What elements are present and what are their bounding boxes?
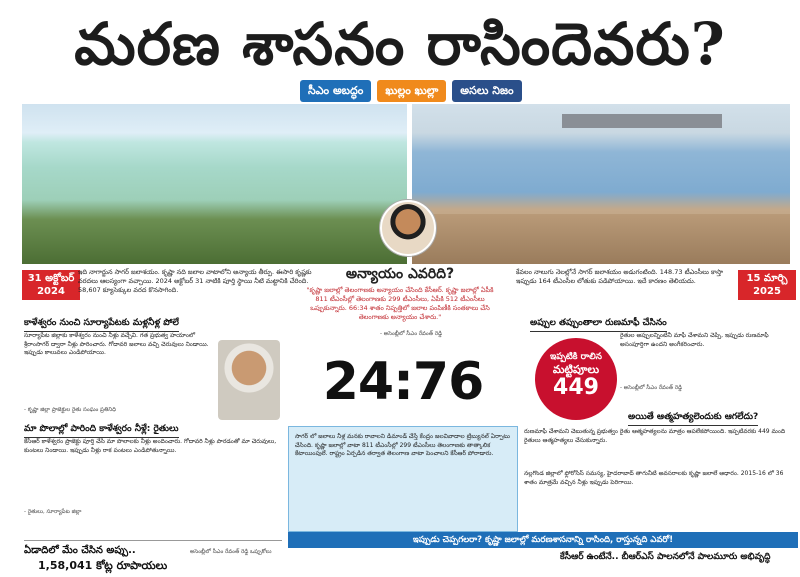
left-text-1: సూర్యాపేట జిల్లాకు కాళేశ్వరం నుంచి నీళ్లు వచ్చేవి. గత ప్రభుత్వ హయాంలో శ్రీరాంసాగర్ ద్వారా నీళ్లు పారించారు. గోదావరి జలాలు వచ్చి చెరువులు నిండాయి. ఇప్పుడు కాలువలు ఎండిపోయాయి. xyxy=(24,332,209,356)
right-credit-1: - అసెంబ్లీలో సీఎం రేవంత్ రెడ్డి xyxy=(620,385,683,391)
stat-label-2: మట్టిపూలు xyxy=(552,363,600,376)
left-photo-caption: ఇది నాగార్జున సాగర్ జలాశయం. కృష్ణా నది జలాల వాటాలోని అన్యాయ తీర్పు. ఈసారి కృష్ణకు వరదలు ఆలస్యంగా వచ్చాయి. 2024 అక్టోబర్ 31 నాటికి పూర్తి స్థాయి నీటి మట్టానికి చేరింది. 58,607 క్యూసెక్కుల వరద కొనసాగింది. xyxy=(78,268,312,294)
treaty-info-text: సాగర్ లో జలాలు నీళ్ల మనకు రావాలని డిమాండ్ చేస్తే కేంద్రం జలవివాదాల ట్రిబ్యునల్ ఏర్పాటు చేసింది. కృష్ణా జలాల్లో వాటా 811 టీఎంసీల్లో 299 టీఎంసీలు తెలంగాణకు తాత్కాలిక కేటాయింపులే. రాష్ట్రం ఏర్పడిన తర్వాత తెలంగాణ వాటా పెంచాలని కేసీఆర్ పోరాడారు. xyxy=(295,433,510,457)
tag-openly: ఖుల్లం ఖుల్లా xyxy=(377,80,446,102)
tag-real-truth: అసలు నిజం xyxy=(452,80,521,102)
right-text-2: రుణమాఫీ చేశామని చెబుతున్న ప్రభుత్వం రైతు ఆత్మహత్యలను మాత్రం ఆపలేకపోయింది. ఇప్పటివరకు 449 మంది రైతులు ఆత్మహత్యలు చేసుకున్నారు. xyxy=(524,428,786,444)
bottom-question-bar: ఇప్పుడు చెప్పగలరా? కృష్ణా జలాల్లో మరణశాసనాన్ని రాసింది, రాస్తున్నది ఎవరో! xyxy=(288,532,798,548)
dam-structure xyxy=(562,114,722,128)
left-text-2: కేసీఆర్ కాళేశ్వరం ప్రాజెక్టు పూర్తి చేసి మా పొలాలకు నీళ్లు అందించారు. గోదావరి నీళ్లు పారడంతో మా చెరువులు, కుంటలు నిండాయి. ఇప్పుడు నీళ్లు రాక పంటలు ఎండిపోతున్నాయి. xyxy=(24,438,277,454)
injustice-title: అన్యాయం ఎవరిది? xyxy=(345,266,455,282)
left-heading-2: మా పొలాల్లో పారింది కాళేశ్వరం నీళ్లే: రైతులు xyxy=(24,424,179,438)
page-headline: మరణ శాసనం రాసిందెవరు? xyxy=(74,10,726,78)
tag-strip xyxy=(300,80,522,102)
left-credit-2: - రైతులు, సూర్యాపేట జిల్లా xyxy=(24,509,82,515)
quote-attribution: - అసెంబ్లీలో సీఎం రేవంత్ రెడ్డి xyxy=(380,331,443,337)
right-heading-2: అయితే ఆత్మహత్యలెందుకు ఆగలేదు? xyxy=(628,412,758,426)
right-date-line2: 2025 xyxy=(753,286,781,297)
water-share-ratio: 24:76 xyxy=(322,352,484,412)
farmer-photo xyxy=(218,340,280,420)
left-footer-divider xyxy=(24,540,282,541)
left-credit-1: - కృష్ణా జిల్లా ప్రాజెక్టుల రైతు సంఘం ప్రతినిధి xyxy=(24,407,117,413)
left-date-badge xyxy=(22,270,80,300)
reservoir-dry-photo xyxy=(412,104,790,264)
debt-note: అసెంబ్లీలో సీఎం రేవంత్ రెడ్డి ఒప్పుకోలు xyxy=(190,549,272,555)
dry-shore xyxy=(412,214,790,264)
right-date-line1: 15 మార్చి xyxy=(746,273,788,284)
tag-cm-lie: సీఎం అబద్ధం xyxy=(300,80,371,102)
cm-portrait xyxy=(380,200,436,256)
left-date-line1: 31 అక్టోబర్ xyxy=(27,273,75,284)
treaty-info-box xyxy=(288,426,518,532)
stat-number: 449 xyxy=(553,375,599,400)
suicide-stat-badge xyxy=(535,338,617,420)
cm-quote: "కృష్ణా జలాల్లో తెలంగాణకు అన్యాయం చేసింది కేసీఆర్. కృష్ణా జలాల్లో ఏపీకి 811 టీఎంసీల్లో తెలంగాణకు 299 టీఎంసీలు, ఏపీకి 512 టీఎంసీలు ఒప్పుకున్నారు. 66:34 శాతం నిష్పత్తిలో జలాల పంపిణీకి సంతకాలు చేసి తెలంగాణకు అన్యాయం చేశారు." xyxy=(306,286,494,321)
left-heading-1: కాళేశ్వరం నుంచి సూర్యాపేటకు మళ్లనీళ్ల పోలే xyxy=(24,318,179,332)
reservoir-full-photo xyxy=(22,104,407,264)
left-date-line2: 2024 xyxy=(37,286,65,297)
debt-amount: 1,58,041 కోట్ల రూపాయలు xyxy=(38,559,168,572)
right-photo-caption: కేవలం నాలుగు నెలల్లోనే సాగర్ జలాశయం అడుగంటింది. 148.73 టీఎంసీలు కాస్తా ఇప్పుడు 164 టీఎంసీల లోతుకు పడిపోయాయి. ఇదే కారణం తెలియదు. xyxy=(516,268,724,285)
debt-title: ఏడాదిలో మేం చేసిన అప్పు.. xyxy=(24,545,136,556)
mid-column-text: నల్లగొండ జిల్లాలో ఫ్లోరోసిస్ సమస్య, హైదరాబాద్ తాగునీటి అవసరాలకు కృష్ణా జలాలే ఆధారం. 2015-16 లో 36 శాతం మాత్రమే వచ్చిన నీళ్లు ఇప్పుడు పెరిగాయి. xyxy=(524,470,784,486)
right-heading-1: అప్పుల తప్పుంతాలా రుణమాఫీ చేసినం xyxy=(530,318,667,332)
stat-label-1: ఇప్పటికి రాలిన xyxy=(550,352,602,362)
right-text-1: రైతుల అప్పులన్నింటినీ మాఫీ చేశామని చెప్పి, ఇప్పుడు రుణమాఫీ అసంపూర్తిగా ఉందని అంగీకరించారు. xyxy=(620,332,769,348)
right-footer-title: కేసీఆర్ ఉంటేనే.. బీఆర్ఎస్ పాలనలోనే పాలమూరు అభివృద్ధి xyxy=(560,552,771,562)
right-date-badge xyxy=(738,270,796,300)
